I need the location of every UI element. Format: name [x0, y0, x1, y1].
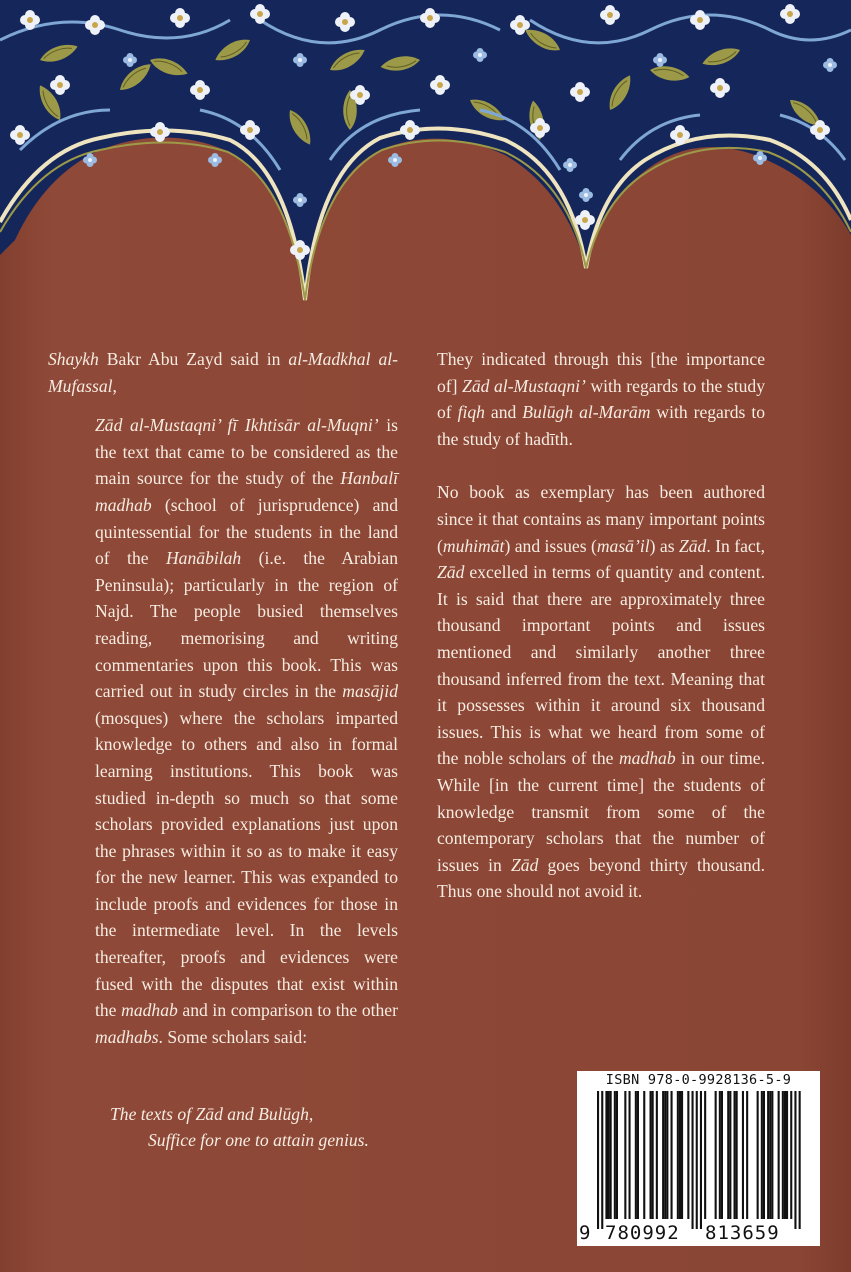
text-span: Zād al-Mustaqni’ fī Ikhtisār al-Muqni’ — [95, 415, 379, 436]
barcode-bar — [696, 1091, 698, 1229]
text-span: with regards to the study of — [437, 375, 766, 423]
text-span: Zād — [678, 535, 707, 556]
barcode-bar — [601, 1091, 603, 1229]
text-span: (i.e. the Arabian Peninsula); particularly in the region of Najd. The people busied themselves reading, memorising and writing commentaries upon this book. This was carried out in study circles in the — [95, 548, 398, 702]
barcode-bar — [784, 1091, 786, 1219]
text-span: (school of jurisprudence) and quintessential for the students in the land of the — [95, 494, 398, 569]
barcode-bar — [721, 1091, 723, 1219]
text-span: with regards to the study of hadīth. — [437, 402, 766, 449]
barcode-bar — [786, 1091, 788, 1219]
text-span: fiqh — [457, 402, 485, 423]
text-span: . Some scholars said: — [158, 1026, 308, 1047]
barcode-bar — [692, 1091, 694, 1229]
text-span: is the text that came to be considered as the main source for the study of the — [95, 415, 398, 489]
text-span: masājid — [342, 681, 398, 702]
barcode-bar — [700, 1091, 702, 1229]
barcode-bar — [794, 1091, 796, 1229]
text-span: and in comparison to the other — [177, 1000, 398, 1021]
text-span: Zād al-Mustaqni’ — [462, 375, 586, 396]
text-span: al-Madkhal al-Mufassal — [48, 349, 398, 396]
text-span: Bulūgh al-Marām — [522, 402, 651, 423]
barcode-bar — [727, 1091, 729, 1219]
text-span: ) as — [649, 535, 679, 556]
ean-left-group: 780992 — [605, 1222, 680, 1244]
text-span: (mosques) where the scholars imparted knowledge to others and also in formal learning institutions. This book was studied in-depth so much so that some scholars provided explanations just upon the phrases within it so as to make it easy for the new learner. This was expanded to include proofs and evidences for those in the intermediate level. In the levels thereafter, proofs and evidences were fused with the disputes that exist within the — [95, 707, 398, 1021]
barcode-bar — [605, 1091, 607, 1219]
barcode-bar — [736, 1091, 738, 1219]
barcode-bar — [742, 1091, 744, 1219]
barcode-bar — [662, 1091, 664, 1219]
barcode-bar — [616, 1091, 618, 1219]
barcode-bar — [734, 1091, 736, 1219]
text-span: Shaykh — [48, 349, 99, 369]
text-span: in our time. While [in the current time] the students of knowledge transmit from some of the contemporary scholars that the number of issues in — [437, 748, 765, 875]
text-span: Bakr Abu Zayd said in — [98, 349, 289, 369]
barcode-bar — [715, 1091, 717, 1219]
barcode-bar — [790, 1091, 792, 1219]
barcode-bar — [757, 1091, 759, 1219]
barcode-bar — [769, 1091, 771, 1219]
barcode-bar — [597, 1091, 599, 1229]
text-span: madhab — [618, 748, 676, 769]
ean-right-group: 813659 — [705, 1222, 780, 1244]
barcode-bar — [637, 1091, 639, 1219]
barcode-bar — [624, 1091, 626, 1219]
barcode-bar — [650, 1091, 652, 1219]
ean-first-digit: 9 — [579, 1222, 592, 1244]
barcode-bar — [614, 1091, 616, 1219]
barcode-bar — [643, 1091, 645, 1219]
barcode-bar — [610, 1091, 612, 1219]
left-text-column — [48, 346, 398, 1050]
barcode-bar — [729, 1091, 731, 1219]
barcode-bar — [782, 1091, 784, 1219]
poem-line-2: Suffice for one to attain genius. — [148, 1130, 369, 1150]
right-text-column — [437, 346, 765, 905]
text-span: excelled in terms of quantity and content. It is said that there are approximately three thousand important points and issues mentioned and similarly another three thousand inferred from the text. Meaning that it possesses within it around six thousand issues. This is what we heard from some of the noble scholars of the — [437, 562, 765, 769]
text-span: Zād — [437, 562, 465, 583]
isbn-label: ISBN 978-0-9928136-5-9 — [605, 1072, 792, 1088]
barcode-bar — [666, 1091, 668, 1219]
barcode-bar — [771, 1091, 773, 1219]
barcode-bar — [719, 1091, 721, 1219]
barcode-bar — [687, 1091, 689, 1219]
text-span: and — [484, 402, 523, 423]
barcode-bar — [671, 1091, 673, 1219]
quote-paragraph — [95, 412, 398, 1050]
text-span: madhab — [121, 1000, 178, 1021]
text-span: Hanbalī madhab — [95, 468, 398, 515]
text-span: ) and issues ( — [504, 535, 597, 556]
barcode-bars — [589, 1091, 809, 1231]
ornamental-arch-border — [0, 0, 851, 310]
paragraph-exemplary — [437, 479, 765, 905]
text-span: Zād — [510, 854, 539, 875]
text-span: muhimāt — [442, 535, 505, 556]
text-span: masā’il — [596, 535, 650, 556]
barcode-bar — [608, 1091, 610, 1219]
text-span: goes beyond thirty thousand. Thus one should not avoid it. — [437, 854, 765, 902]
poem-verse — [110, 1101, 430, 1153]
paragraph-indication — [437, 346, 765, 452]
barcode-bar — [635, 1091, 637, 1219]
barcode-bar — [664, 1091, 666, 1219]
barcode-bar — [679, 1091, 681, 1219]
poem-line-1: The texts of Zād and Bulūgh, — [110, 1104, 314, 1124]
barcode-bar — [799, 1091, 801, 1229]
text-span: No book as exemplary has been authored since it that contains as many important points ( — [437, 482, 765, 556]
text-span: . In fact, — [706, 535, 765, 556]
intro-paragraph — [48, 346, 398, 399]
text-span: , — [112, 375, 117, 396]
barcode-bar — [746, 1091, 748, 1219]
text-span: They indicated through this [the importance of] — [437, 349, 765, 396]
barcode-bar — [629, 1091, 631, 1219]
barcode-bar — [652, 1091, 654, 1219]
barcode-bar — [778, 1091, 780, 1219]
text-span: madhabs — [95, 1026, 159, 1047]
text-span: Hanābilah — [165, 548, 242, 569]
barcode-bar — [761, 1091, 763, 1219]
barcode-bar — [767, 1091, 769, 1219]
barcode-bar — [763, 1091, 765, 1219]
barcode-bar — [656, 1091, 658, 1219]
barcode-bar — [677, 1091, 679, 1219]
barcode-bar — [681, 1091, 683, 1219]
isbn-barcode — [577, 1071, 820, 1246]
barcode-bar — [704, 1091, 706, 1219]
